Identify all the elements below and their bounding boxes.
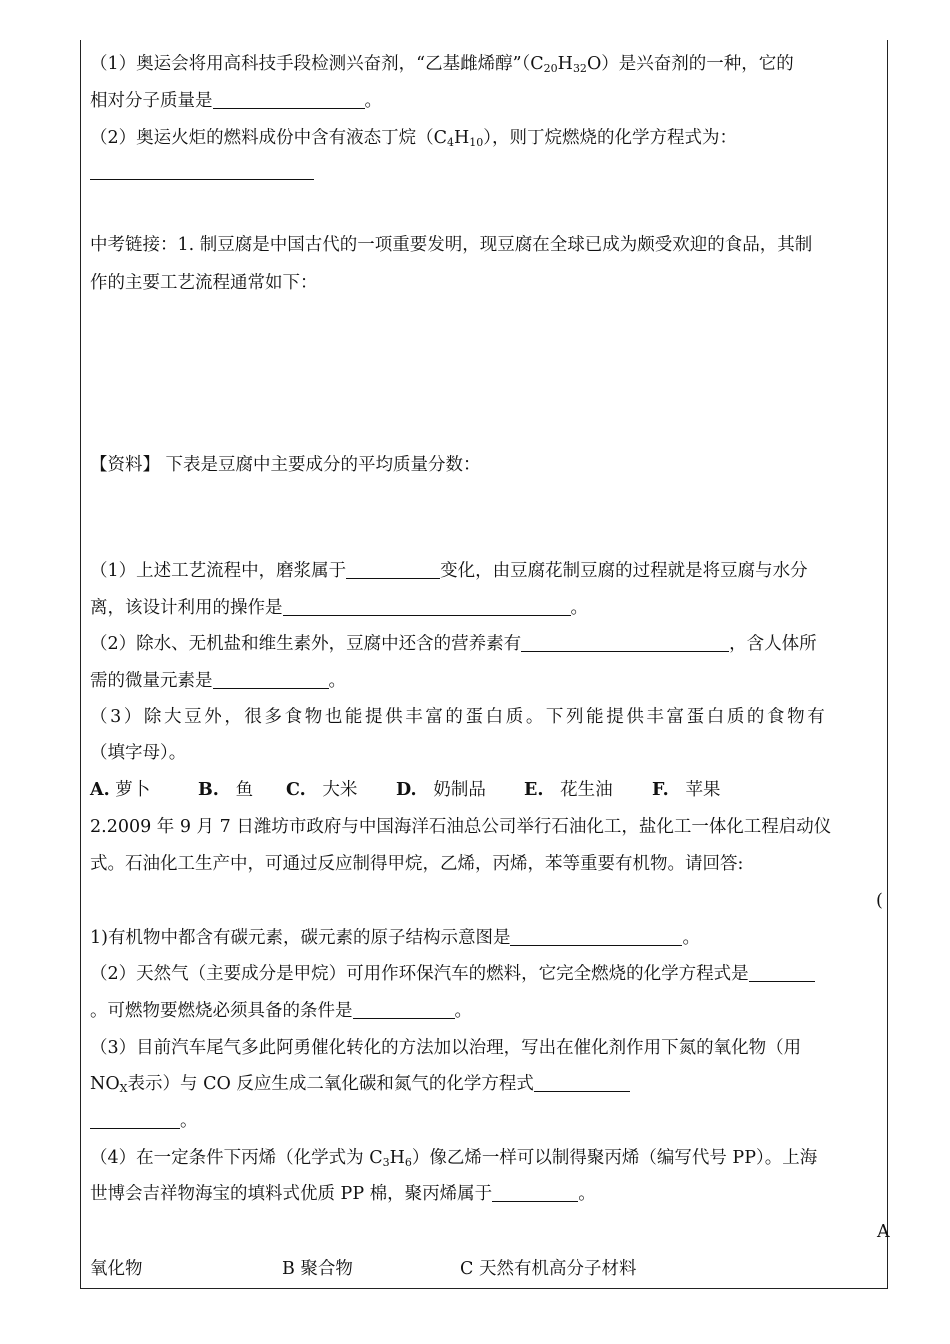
answer-blank[interactable] <box>510 927 682 946</box>
q2-sub-1: 1)有机物中都含有碳元素，碳元素的原子结构示意图是 。 <box>90 928 700 948</box>
olympics-item-2: （2）奥运火炬的燃料成份中含有液态丁烷$(C_4H_{10})$，则丁烷燃烧的化学方程式为： <box>90 128 738 149</box>
olympics-item-2-blank-line <box>90 160 314 184</box>
answer-blank[interactable] <box>213 90 365 109</box>
answer-blank[interactable] <box>213 670 329 689</box>
tofu-question-3: （3）除大豆外，很多食物也能提供丰富的蛋白质。下列能提供丰富蛋白质的食物有 <box>90 707 828 727</box>
zhongkao-intro-line2: 作的主要工艺流程通常如下： <box>90 273 318 293</box>
option-a-text: 氧化物 <box>90 1259 143 1279</box>
option-c: C 天然有机高分子材料 <box>460 1259 637 1279</box>
answer-blank[interactable] <box>749 963 815 982</box>
q2-intro-line2: 式。石油化工生产中，可通过反应制得甲烷，乙烯，丙烯，苯等重要有机物。请回答: <box>90 854 744 874</box>
q2-sub-4-line2: 世博会吉祥物海宝的填料式优质 PP 棉，聚丙烯属于 。 <box>90 1184 596 1204</box>
q2-sub-4: （4）在一定条件下丙烯（化学式为 $C_3H_6$）像乙烯一样可以制得聚丙烯（编写代号 PP）。上海 <box>90 1148 818 1169</box>
q2-sub-2-line2: 。可燃物要燃烧必须具备的条件是 。 <box>90 1001 472 1021</box>
reference-note: 【资料】 下表是豆腐中主要成分的平均质量分数： <box>90 455 481 475</box>
option-a-letter: A <box>877 1222 890 1242</box>
answer-blank[interactable] <box>90 1110 180 1129</box>
q2-sub-2: （2）天然气（主要成分是甲烷）可用作环保汽车的燃料，它完全燃烧的化学方程式是 <box>90 962 815 986</box>
q2-intro-line1: 2.2009 年 9 月 7 日潍坊市政府与中国海洋石油总公司举行石油化工，盐化工一体化工程启动仪 <box>90 817 832 837</box>
answer-blank[interactable] <box>283 597 571 616</box>
option-b: B 聚合物 <box>282 1259 353 1279</box>
tofu-question-1: （1）上述工艺流程中，磨浆属于 变化，由豆腐花制豆腐的过程就是将豆腐与水分 <box>90 561 808 581</box>
olympics-item-1-line2: 相对分子质量是 。 <box>90 91 382 111</box>
answer-blank[interactable] <box>534 1073 630 1092</box>
options-row: A. 萝卜 B. 鱼 C. 大米 D. 奶制品 E. 花生油 F. 苹果 <box>90 780 721 800</box>
q2-sub-3-line3: 。 <box>90 1109 198 1133</box>
tofu-question-2-line2: 需的微量元素是 。 <box>90 671 346 691</box>
answer-blank[interactable] <box>346 560 440 579</box>
olympics-item-1: （1）奥运会将用高科技手段检测兴奋剂，“乙基雌烯醇$”(C_{20}H_{32}O)$是兴奋剂的一种，它的 <box>90 54 794 75</box>
tofu-question-1-line2: 离，该设计利用的操作是 。 <box>90 598 588 618</box>
answer-blank[interactable] <box>521 633 729 652</box>
stray-paren: ( <box>876 891 883 911</box>
page-frame <box>80 40 888 1289</box>
answer-blank[interactable] <box>492 1183 578 1202</box>
tofu-question-3-line2: （填字母）。 <box>90 743 187 763</box>
answer-blank[interactable] <box>90 161 314 180</box>
tofu-question-2: （2）除水、无机盐和维生素外，豆腐中还含的营养素有 ，含人体所 <box>90 634 817 654</box>
answer-blank[interactable] <box>353 1000 455 1019</box>
q2-sub-3-line2: $NO_X$表示）与 CO 反应生成二氧化碳和氮气的化学方程式 <box>90 1072 630 1096</box>
q2-sub-3: （3）目前汽车尾气多此阿勇催化转化的方法加以治理，写出在催化剂作用下氮的氧化物（用 <box>90 1038 802 1058</box>
zhongkao-intro-line1: 中考链接：1. 制豆腐是中国古代的一项重要发明，现豆腐在全球已成为颇受欢迎的食品，其制 <box>90 235 813 255</box>
